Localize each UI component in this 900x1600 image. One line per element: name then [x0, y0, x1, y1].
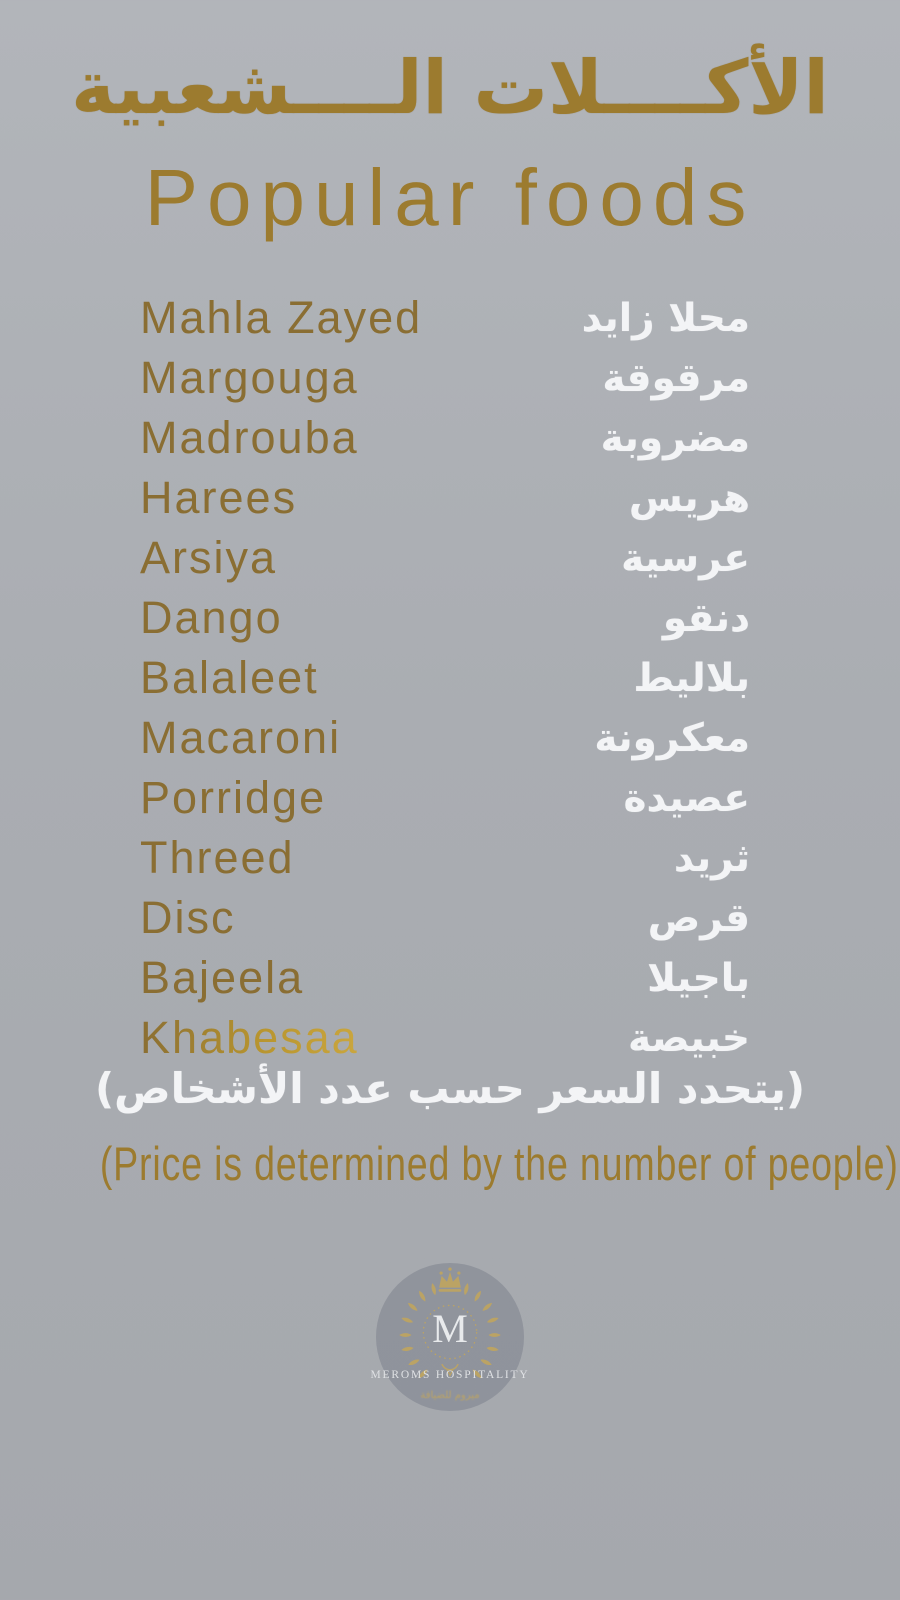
menu-item-row [140, 648, 750, 708]
menu-item-name-ar: دنقو [662, 595, 750, 641]
menu-item-name-ar: مرقوقة [602, 355, 750, 401]
menu-item-name-ar: ثريد [673, 835, 750, 881]
menu-item-name-en: Harees [140, 472, 298, 523]
menu-item-name-ar: هريس [628, 475, 750, 521]
menu-item-name-en: Madrouba [140, 412, 359, 463]
menu-item-name-en: Dango [140, 592, 283, 643]
menu-item-name-ar: خبيصة [627, 1015, 750, 1061]
menu-item-row [140, 1008, 750, 1068]
page-title-arabic: الأكــــلات الــــشعبية [71, 45, 829, 131]
menu-item-name-en: Macaroni [140, 712, 342, 763]
logo-monogram: M [432, 1306, 468, 1351]
crown-icon [439, 1267, 462, 1291]
menu-item-row [140, 288, 750, 348]
menu-item-name-en: Porridge [140, 772, 327, 823]
menu-item-name-ar: قرص [647, 895, 750, 941]
menu-item-name-en: Threed [140, 832, 295, 883]
menu-item-row [140, 828, 750, 888]
menu-item-row [140, 528, 750, 588]
menu-item-row [140, 468, 750, 528]
menu-item-name-en: Arsiya [140, 532, 278, 583]
menu-item-name-ar: بلاليط [633, 655, 750, 701]
menu-item-row [140, 588, 750, 648]
menu-item-name-en: Bajeela [140, 952, 305, 1003]
menu-item-name-en: Balaleet [140, 652, 319, 703]
brand-name: MEROMS HOSPITALITY [370, 1369, 530, 1381]
brand-logo [350, 1263, 550, 1428]
price-note-english-text: (Price is determined by the number of people) [99, 1137, 899, 1190]
menu-item-name-ar: باجيلا [647, 955, 750, 1001]
menu-item-row [140, 708, 750, 768]
price-note-english [0, 1136, 900, 1191]
menu-item-name-en: Khabesaa [140, 1012, 359, 1063]
menu-item-name-ar: محلا زايد [581, 295, 750, 341]
menu-item-name-en: Disc [140, 892, 236, 943]
menu-item-row [140, 768, 750, 828]
menu-item-name-ar: عصيدة [623, 775, 750, 821]
price-note-arabic: (يتحدد السعر حسب عدد الأشخاص) [94, 1064, 806, 1113]
menu-list [140, 288, 750, 1068]
menu-item-row [140, 348, 750, 408]
menu-item-row [140, 408, 750, 468]
menu-item-name-ar: عرسية [621, 535, 750, 581]
menu-item-row [140, 948, 750, 1008]
menu-item-name-en: Mahla Zayed [140, 292, 423, 343]
menu-item-name-en: Margouga [140, 352, 359, 403]
page-title-english: Popular foods [144, 153, 756, 242]
brand-subtext: ميروم للضيافة [420, 1390, 480, 1401]
menu-item-name-ar: مضروبة [600, 415, 750, 461]
menu-item-name-ar: معكرونة [594, 715, 750, 761]
menu-item-row [140, 888, 750, 948]
